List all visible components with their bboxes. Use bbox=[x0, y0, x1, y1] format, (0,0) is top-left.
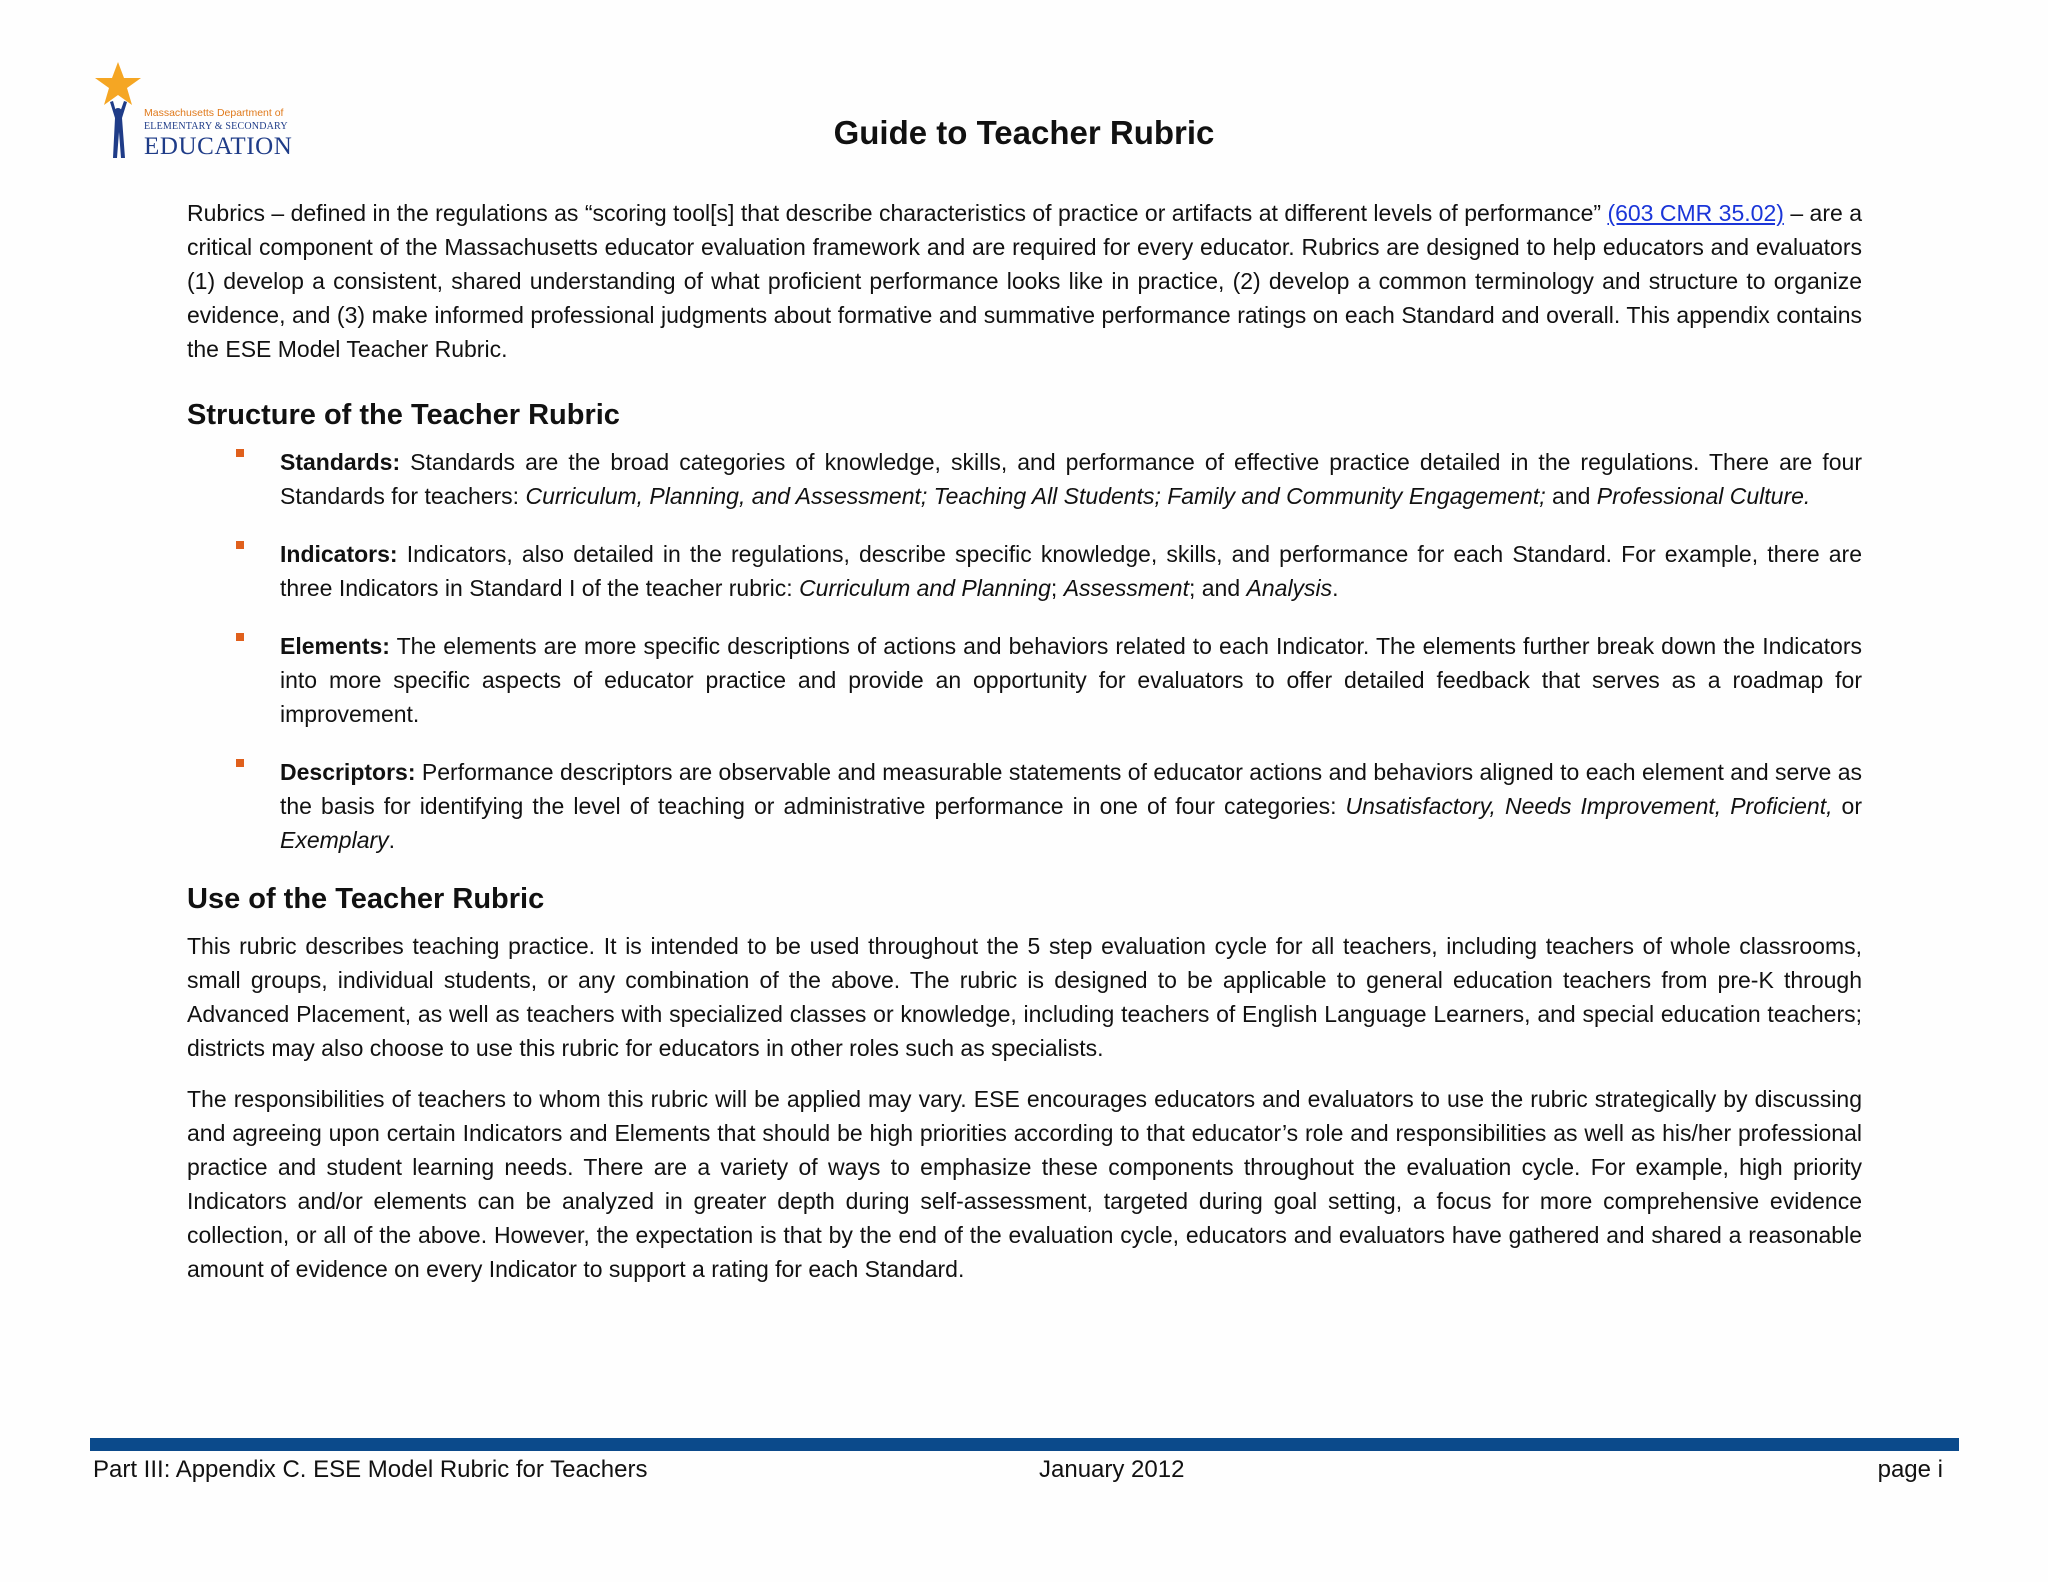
page-title: Guide to Teacher Rubric bbox=[833, 114, 1215, 151]
use-paragraph-1: This rubric describes teaching practice. It is intended to be used throughout the 5 step evaluation cycle for all teachers, including teachers of whole classrooms, small groups, individual students, or any combination of the above. The rubric is designed to be applicable to general education teachers from pre-K through Advanced Placement, as well as teachers with specialized classes or knowledge, including teachers of English Language Learners, and special education teachers; districts may also choose to use this rubric for educators in other roles such as specialists. bbox=[187, 933, 1862, 1061]
structure-term: Indicators: bbox=[280, 541, 398, 567]
structure-description-part: and bbox=[1545, 483, 1597, 509]
footer-document-name: Part III: Appendix C. ESE Model Rubric for Teachers bbox=[93, 1456, 648, 1483]
logo-line-1: Massachusetts Department of bbox=[144, 107, 284, 119]
structure-description-part: The elements are more specific descriptions of actions and behaviors related to each Indicator. The elements further break down the Indicators into more specific aspects of educator practice and provide an opportunity for evaluators to offer detailed feedback that serves as a roadmap for improvement. bbox=[280, 633, 1862, 727]
bullet-icon bbox=[236, 449, 244, 457]
structure-description-part: . bbox=[1332, 575, 1339, 601]
structure-item bbox=[187, 445, 1862, 513]
footer-divider bbox=[90, 1438, 1959, 1451]
bullet-icon bbox=[236, 541, 244, 549]
structure-item bbox=[187, 629, 1862, 731]
structure-description-part: . bbox=[388, 827, 396, 853]
structure-heading: Structure of the Teacher Rubric bbox=[187, 399, 620, 431]
intro-text-1: Rubrics – defined in the regulations as “scoring tool[s] that describe characteristics of practice or artifacts at different levels of performance” bbox=[187, 200, 1608, 226]
structure-item bbox=[187, 537, 1862, 605]
intro-paragraph bbox=[187, 196, 1862, 366]
structure-item bbox=[187, 755, 1862, 857]
bullet-icon bbox=[236, 759, 244, 767]
page-footer bbox=[93, 1456, 1943, 1486]
structure-description-part: ; bbox=[1050, 575, 1064, 601]
logo-line-3: EDUCATION bbox=[144, 132, 293, 160]
logo-line-2: ELEMENTARY & SECONDARY bbox=[144, 120, 288, 132]
structure-term: Elements: bbox=[280, 633, 390, 659]
structure-description-part: Curriculum and Planning bbox=[799, 575, 1051, 601]
structure-description-part: Exemplary bbox=[280, 827, 389, 853]
footer-date: January 2012 bbox=[1039, 1456, 1185, 1483]
structure-description-part: Indicators, also detailed in the regulations, describe specific knowledge, skills, and performance for each Standard. For example, there are three Indicators in Standard I of the teacher rubric: bbox=[280, 541, 1862, 601]
structure-description-part: Analysis bbox=[1246, 575, 1333, 601]
footer-page-number: page i bbox=[1877, 1456, 1943, 1483]
structure-description-part: Assessment bbox=[1063, 575, 1189, 601]
structure-list bbox=[187, 445, 1862, 857]
structure-description-part: ; and bbox=[1188, 575, 1247, 601]
structure-description-part: Standards are the broad categories of knowledge, skills, and performance of effective practice detailed in the regulations. There are four Standards for teachers: bbox=[280, 449, 1862, 509]
use-paragraph-2: The responsibilities of teachers to whom this rubric will be applied may vary. ESE encourages educators and evaluators to use the rubric strategically by discussing and agreeing upon certain Indicators and Elements that should be high priorities according to that educator’s role and responsibilities as well as his/her professional practice and student learning needs. There are a variety of ways to emphasize these components throughout the evaluation cycle. For example, high priority Indicators and/or elements can be analyzed in greater depth during self-assessment, targeted during goal setting, a focus for more comprehensive evidence collection, or all of the above. However, the expectation is that by the end of the evaluation cycle, educators and evaluators have gathered and shared a reasonable amount of evidence on every Indicator to support a rating for each Standard. bbox=[187, 1086, 1862, 1282]
regulation-link[interactable]: (603 CMR 35.02) bbox=[1607, 200, 1784, 226]
bullet-icon bbox=[236, 633, 244, 641]
structure-description-part: or bbox=[1832, 793, 1862, 819]
document-body bbox=[187, 196, 1862, 1303]
structure-description-part: Curriculum, Planning, and Assessment; Teaching All Students; Family and Community Engagement; bbox=[525, 483, 1546, 509]
use-heading: Use of the Teacher Rubric bbox=[187, 883, 545, 915]
structure-description-part: Professional Culture. bbox=[1596, 483, 1811, 509]
structure-description-part: Performance descriptors are observable and measurable statements of educator actions and behaviors aligned to each element and serve as the basis for identifying the level of teaching or administrative performance in one of four categories: bbox=[280, 759, 1862, 819]
structure-term: Descriptors: bbox=[280, 759, 416, 785]
intro-text-2: – are a critical component of the Massachusetts educator evaluation framework and are required for every educator. Rubrics are designed to help educators and evaluators (1) develop a consistent, shared understanding of what proficient performance looks like in practice, (2) develop a common terminology and structure to organize evidence, and (3) make informed professional judgments about formative and summative performance ratings on each Standard and overall. This appendix contains the ESE Model Teacher Rubric. bbox=[187, 200, 1862, 362]
structure-term: Standards: bbox=[280, 449, 401, 475]
structure-description-part: Unsatisfactory, Needs Improvement, Proficient, bbox=[1345, 793, 1833, 819]
